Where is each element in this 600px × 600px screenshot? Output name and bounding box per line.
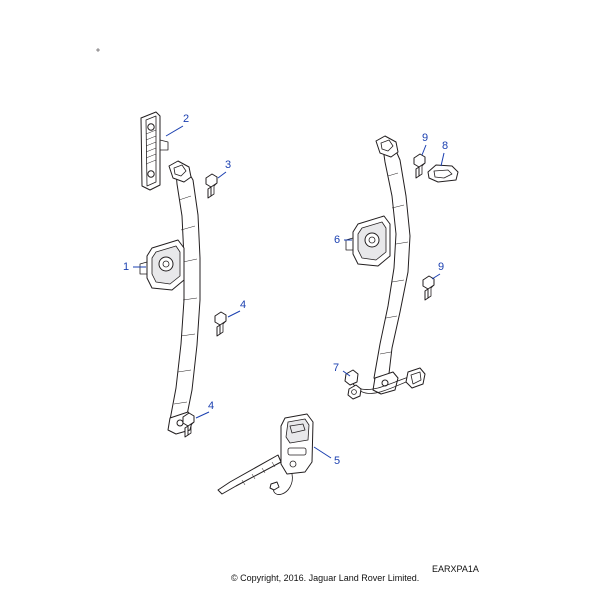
callout-7: 7 [332, 361, 340, 374]
part-2-pillar-anchor [141, 112, 168, 190]
part-6-retractor-assembly [346, 136, 410, 394]
part-3-bolt [206, 174, 217, 198]
callout-2: 2 [182, 112, 190, 125]
part-5-buckle-assembly [218, 414, 313, 495]
part-9-bolt-upper [414, 154, 425, 178]
registration-mark [96, 48, 100, 52]
callout-4-upper: 4 [239, 298, 247, 311]
callout-3: 3 [224, 158, 232, 171]
part-code-label: EARXPA1A [432, 564, 479, 574]
copyright-label: © Copyright, 2016. Jaguar Land Rover Limited. [231, 573, 420, 583]
callout-9-lower: 9 [437, 260, 445, 273]
part-9-bolt-lower [423, 276, 434, 300]
callout-6: 6 [333, 233, 341, 246]
callout-8: 8 [441, 139, 449, 152]
part-1-retractor-assembly [140, 161, 200, 434]
callout-5: 5 [333, 454, 341, 467]
callout-4-lower: 4 [207, 399, 215, 412]
callout-1: 1 [122, 260, 130, 273]
part-8-trim-cover [428, 165, 458, 182]
callout-9-upper: 9 [421, 131, 429, 144]
part-4-bolt-upper [215, 312, 226, 336]
